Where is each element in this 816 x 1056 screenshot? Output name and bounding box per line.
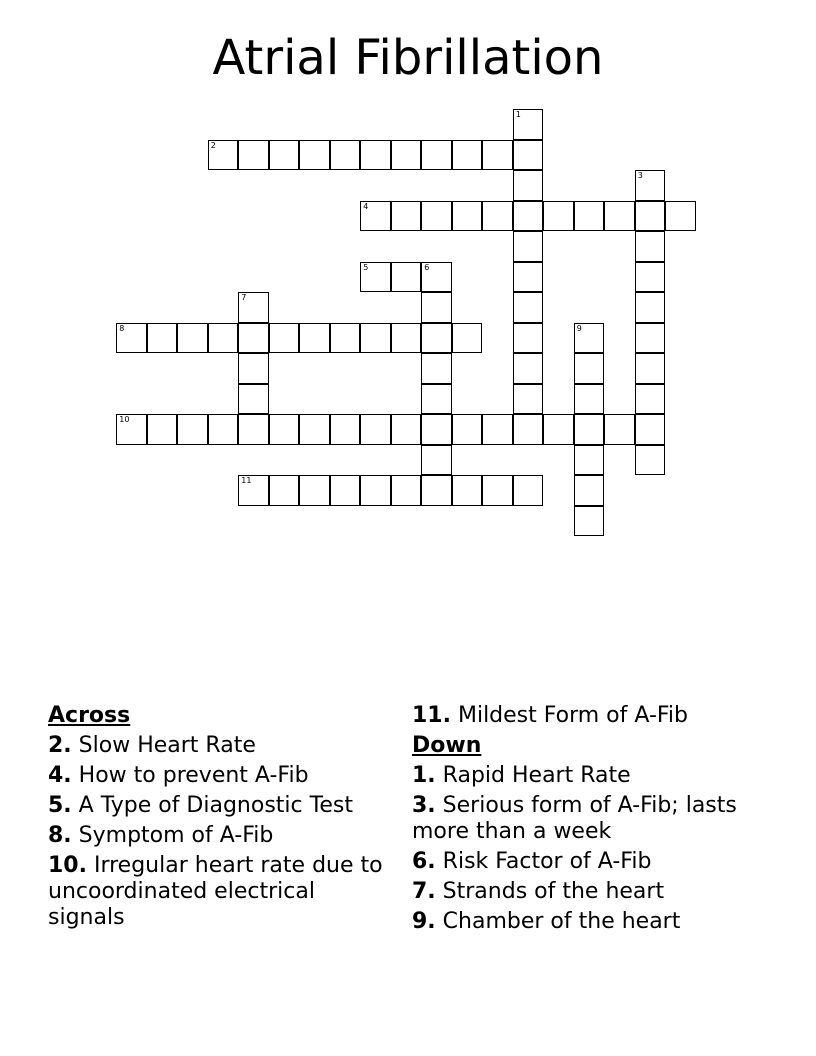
grid-cell[interactable] — [482, 140, 513, 171]
grid-cell[interactable] — [635, 384, 666, 415]
grid-cell[interactable] — [421, 292, 452, 323]
grid-cell[interactable] — [330, 414, 361, 445]
grid-cell[interactable] — [299, 323, 330, 354]
grid-cell[interactable] — [452, 140, 483, 171]
grid-cell[interactable] — [513, 384, 544, 415]
clue-text: Serious form of A-Fib; lasts more than a week — [412, 793, 737, 844]
clue-item — [412, 763, 752, 789]
grid-cell[interactable] — [574, 353, 605, 384]
grid-cell[interactable] — [574, 506, 605, 537]
grid-cell[interactable] — [360, 140, 391, 171]
grid-cell[interactable] — [635, 292, 666, 323]
grid-cell[interactable] — [238, 475, 269, 506]
clue-item — [412, 849, 752, 875]
grid-cell[interactable] — [513, 201, 544, 232]
grid-cell[interactable] — [513, 109, 544, 140]
grid-cell[interactable] — [269, 140, 300, 171]
clue-number: 9 — [576, 323, 582, 333]
clue-item — [48, 793, 388, 819]
clue-number: 5 — [363, 262, 369, 272]
clue-number: 10 — [119, 415, 130, 425]
clue-number-label: 1. — [412, 763, 436, 788]
grid-cell[interactable] — [543, 414, 574, 445]
grid-cell[interactable] — [482, 475, 513, 506]
grid-cell[interactable] — [635, 445, 666, 476]
grid-cell[interactable] — [482, 414, 513, 445]
grid-cell[interactable] — [452, 323, 483, 354]
clue-item — [48, 823, 388, 849]
clues-column-left — [48, 703, 388, 935]
grid-cell[interactable] — [330, 140, 361, 171]
grid-cell[interactable] — [574, 384, 605, 415]
grid-cell[interactable] — [116, 323, 147, 354]
grid-cell[interactable] — [574, 445, 605, 476]
grid-cell[interactable] — [513, 140, 544, 171]
clue-number-label: 6. — [412, 849, 436, 874]
clue-text: Symptom of A-Fib — [71, 823, 274, 848]
down-heading: Down — [412, 733, 482, 758]
grid-cell[interactable] — [513, 231, 544, 262]
grid-cell[interactable] — [391, 262, 422, 293]
grid-cell[interactable] — [208, 323, 239, 354]
grid-cell[interactable] — [238, 323, 269, 354]
grid-cell[interactable] — [360, 414, 391, 445]
grid-cell[interactable] — [574, 201, 605, 232]
grid-cell[interactable] — [604, 201, 635, 232]
grid-cell[interactable] — [360, 323, 391, 354]
grid-cell[interactable] — [635, 323, 666, 354]
grid-cell[interactable] — [208, 414, 239, 445]
grid-cell[interactable] — [421, 475, 452, 506]
clue-number-label: 7. — [412, 879, 436, 904]
grid-cell[interactable] — [238, 353, 269, 384]
clue-text: A Type of Diagnostic Test — [71, 793, 353, 818]
grid-cell[interactable] — [391, 475, 422, 506]
clue-item — [48, 733, 388, 759]
grid-cell[interactable] — [635, 170, 666, 201]
grid-cell[interactable] — [330, 475, 361, 506]
grid-cell[interactable] — [513, 353, 544, 384]
clue-number: 3 — [637, 171, 643, 181]
grid-cell[interactable] — [177, 414, 208, 445]
clue-text: Strands of the heart — [435, 879, 665, 904]
grid-cell[interactable] — [177, 323, 208, 354]
clue-number-label: 5. — [48, 793, 72, 818]
grid-cell[interactable] — [147, 323, 178, 354]
grid-cell[interactable] — [421, 384, 452, 415]
clue-number: 1 — [515, 110, 521, 120]
grid-cell[interactable] — [421, 414, 452, 445]
clue-text: Chamber of the heart — [435, 909, 681, 934]
puzzle-title: Atrial Fibrillation — [212, 30, 604, 86]
grid-cell[interactable] — [421, 353, 452, 384]
grid-cell[interactable] — [269, 323, 300, 354]
grid-cell[interactable] — [299, 475, 330, 506]
clue-number: 4 — [363, 201, 369, 211]
grid-cell[interactable] — [421, 323, 452, 354]
grid-cell[interactable] — [543, 201, 574, 232]
grid-cell[interactable] — [421, 140, 452, 171]
grid-cell[interactable] — [299, 414, 330, 445]
clue-text: Rapid Heart Rate — [435, 763, 631, 788]
grid-cell[interactable] — [421, 201, 452, 232]
clues-column-right — [412, 703, 752, 939]
clue-number: 2 — [210, 140, 216, 150]
grid-cell[interactable] — [391, 414, 422, 445]
grid-cell[interactable] — [330, 323, 361, 354]
grid-cell[interactable] — [238, 140, 269, 171]
grid-cell[interactable] — [116, 414, 147, 445]
clue-item — [412, 909, 752, 935]
grid-cell[interactable] — [604, 414, 635, 445]
clue-text: Irregular heart rate due to uncoordinated electrical signals — [48, 853, 383, 930]
grid-cell[interactable] — [574, 475, 605, 506]
clue-item — [412, 879, 752, 905]
clue-number-label: 4. — [48, 763, 72, 788]
grid-cell[interactable] — [238, 384, 269, 415]
grid-cell[interactable] — [635, 201, 666, 232]
grid-cell[interactable] — [574, 414, 605, 445]
grid-cell[interactable] — [482, 201, 513, 232]
grid-cell[interactable] — [269, 414, 300, 445]
grid-cell[interactable] — [452, 475, 483, 506]
clue-text: Mildest Form of A-Fib — [450, 703, 689, 728]
grid-cell[interactable] — [513, 323, 544, 354]
clue-number: 8 — [119, 323, 125, 333]
clue-item — [48, 853, 388, 931]
across-heading: Across — [48, 703, 131, 728]
grid-cell[interactable] — [513, 414, 544, 445]
clue-text: Slow Heart Rate — [71, 733, 256, 758]
clue-item — [412, 793, 752, 845]
grid-cell[interactable] — [360, 262, 391, 293]
grid-cell[interactable] — [513, 262, 544, 293]
grid-cell[interactable] — [391, 201, 422, 232]
clue-number-label: 10. — [48, 853, 87, 878]
clue-item — [412, 703, 752, 729]
grid-cell[interactable] — [147, 414, 178, 445]
clue-number-label: 11. — [412, 703, 451, 728]
grid-cell[interactable] — [421, 262, 452, 293]
grid-cell[interactable] — [513, 475, 544, 506]
clue-number: 11 — [241, 476, 252, 486]
grid-cell[interactable] — [238, 292, 269, 323]
clue-number-label: 8. — [48, 823, 72, 848]
grid-cell[interactable] — [635, 414, 666, 445]
grid-cell[interactable] — [391, 323, 422, 354]
grid-cell[interactable] — [269, 475, 300, 506]
grid-cell[interactable] — [238, 414, 269, 445]
grid-cell[interactable] — [635, 262, 666, 293]
clue-number-label: 3. — [412, 793, 436, 818]
clue-number-label: 9. — [412, 909, 436, 934]
clue-number: 7 — [241, 293, 247, 303]
clue-number: 6 — [424, 262, 430, 272]
grid-cell[interactable] — [574, 323, 605, 354]
clue-item — [48, 763, 388, 789]
grid-cell[interactable] — [513, 292, 544, 323]
grid-cell[interactable] — [452, 414, 483, 445]
grid-cell[interactable] — [635, 353, 666, 384]
grid-cell[interactable] — [360, 475, 391, 506]
grid-cell[interactable] — [421, 445, 452, 476]
clue-number-label: 2. — [48, 733, 72, 758]
grid-cell[interactable] — [360, 201, 391, 232]
grid-cell[interactable] — [665, 201, 696, 232]
clue-text: Risk Factor of A-Fib — [435, 849, 652, 874]
grid-cell[interactable] — [452, 201, 483, 232]
grid-cell[interactable] — [391, 140, 422, 171]
grid-cell[interactable] — [635, 231, 666, 262]
grid-cell[interactable] — [513, 170, 544, 201]
grid-cell[interactable] — [299, 140, 330, 171]
grid-cell[interactable] — [208, 140, 239, 171]
clue-text: How to prevent A-Fib — [71, 763, 309, 788]
